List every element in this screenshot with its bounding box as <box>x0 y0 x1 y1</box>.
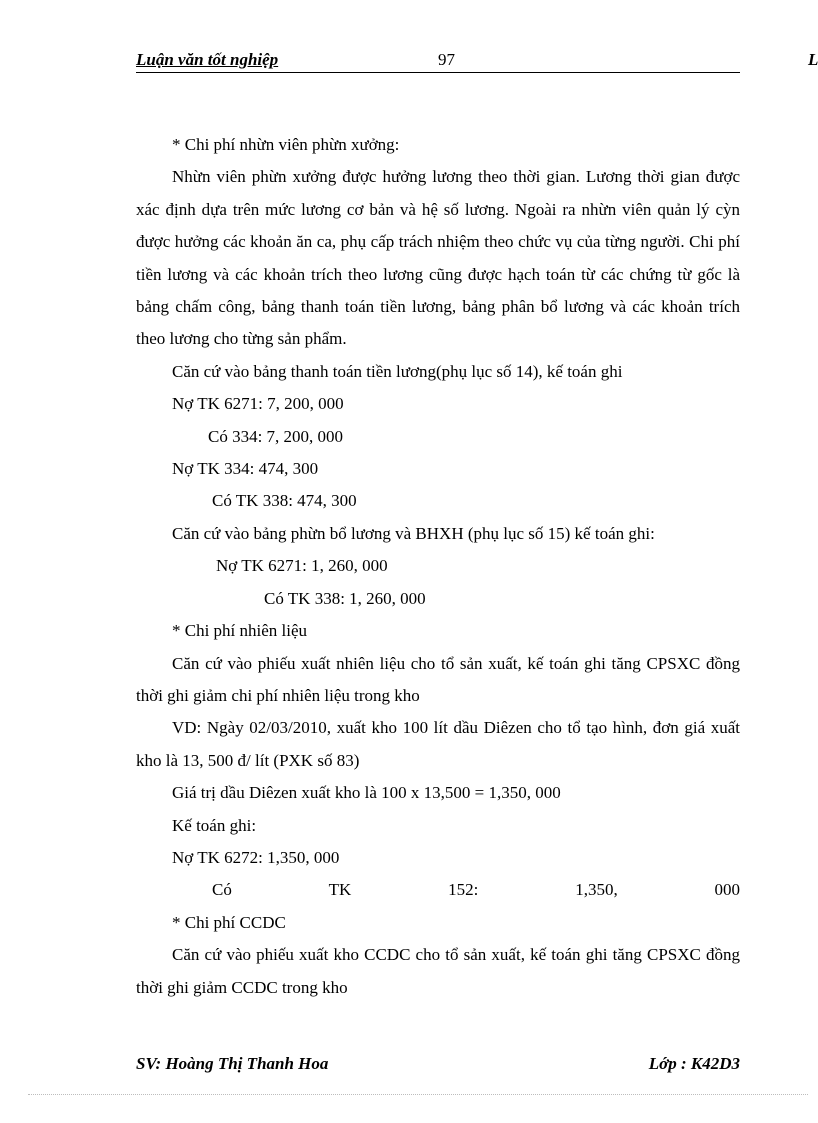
paragraph-payroll-basis: Căn cứ vào bảng thanh toán tiền lương(phụ lục số 14), kế toán ghi <box>172 361 623 381</box>
section-heading-fuel: * Chi phí nhiên liệu <box>172 621 308 641</box>
entry-credit-338-bhxh: Có TK 338: 1, 260, 000 <box>264 588 426 608</box>
credit-152-part: TK <box>328 880 352 900</box>
entry-debit-6271: Nợ TK 6271: 7, 200, 000 <box>172 394 344 414</box>
page-break-divider <box>28 1094 808 1095</box>
footer-class: Lớp : K42D3 <box>648 1054 740 1073</box>
credit-152-part: 000 <box>714 880 740 900</box>
entry-debit-6272: Nợ TK 6272: 1,350, 000 <box>172 847 340 867</box>
paragraph-fuel: Căn cứ vào phiếu xuất nhiên liệu cho tổ sản xuất, kế toán ghi tăng CPSXC đồng thời ghi giảm chi phí nhiên liệu trong kho <box>136 653 740 705</box>
paragraph-allocation-basis: Căn cứ vào bảng phừn bổ lương và BHXH (phụ lục số 15) kế toán ghi: <box>172 523 655 543</box>
credit-152-part: 1,350, <box>575 880 618 900</box>
entry-credit-334: Có 334: 7, 200, 000 <box>208 426 344 446</box>
header-edge-letter: L <box>808 50 818 69</box>
entry-debit-6271-bhxh: Nợ TK 6271: 1, 260, 000 <box>216 556 388 576</box>
entry-credit-338: Có TK 338: 474, 300 <box>212 491 357 511</box>
credit-152-part: 152: <box>448 880 479 900</box>
footer-student: SV: Hoàng Thị Thanh Hoa <box>136 1054 329 1073</box>
credit-152-part: Có <box>212 880 232 900</box>
header-title: Luận văn tốt nghiệp <box>136 50 279 69</box>
paragraph-ccdc: Căn cứ vào phiếu xuất kho CCDC cho tổ sản xuất, kế toán ghi tăng CPSXC đồng thời ghi giảm CCDC trong kho <box>136 945 740 997</box>
entry-credit-152 <box>136 874 740 906</box>
paragraph-example: VD: Ngày 02/03/2010, xuất kho 100 lít dầu Diêzen cho tổ tạo hình, đơn giá xuất kho là 13, 500 đ/ lít (PXK số 83) <box>136 718 740 770</box>
paragraph-diesel-value: Giá trị dầu Diêzen xuất kho là 100 x 13,500 = 1,350, 000 <box>172 783 561 803</box>
paragraph-staff-salary: Nhừn viên phừn xưởng được hưởng lương theo thời gian. Lương thời gian được xác định dựa trên mức lương cơ bản và hệ số lương. Ngoài ra nhừn viên quản lý cỳn được hưởng các khoản ăn ca, phụ cấp trách nhiệm theo chức vụ của từng người. Chi phí tiền lương và các khoản trích theo lương cũng được hạch toán từ các chứng từ gốc là bảng chấm công, bảng thanh toán tiền lương, bảng phân bổ lương và các khoản trích theo lương cho từng sản phẩm. <box>136 167 740 349</box>
paragraph-entry-intro: Kế toán ghi: <box>172 815 257 835</box>
page-header <box>136 48 740 73</box>
section-heading-staff: * Chi phí nhừn viên phừn xưởng: <box>172 135 400 154</box>
section-heading-ccdc: * Chi phí CCDC <box>172 912 286 932</box>
entry-debit-334: Nợ TK 334: 474, 300 <box>172 459 319 479</box>
page-number: 97 <box>438 50 455 69</box>
page-body <box>136 129 740 1004</box>
